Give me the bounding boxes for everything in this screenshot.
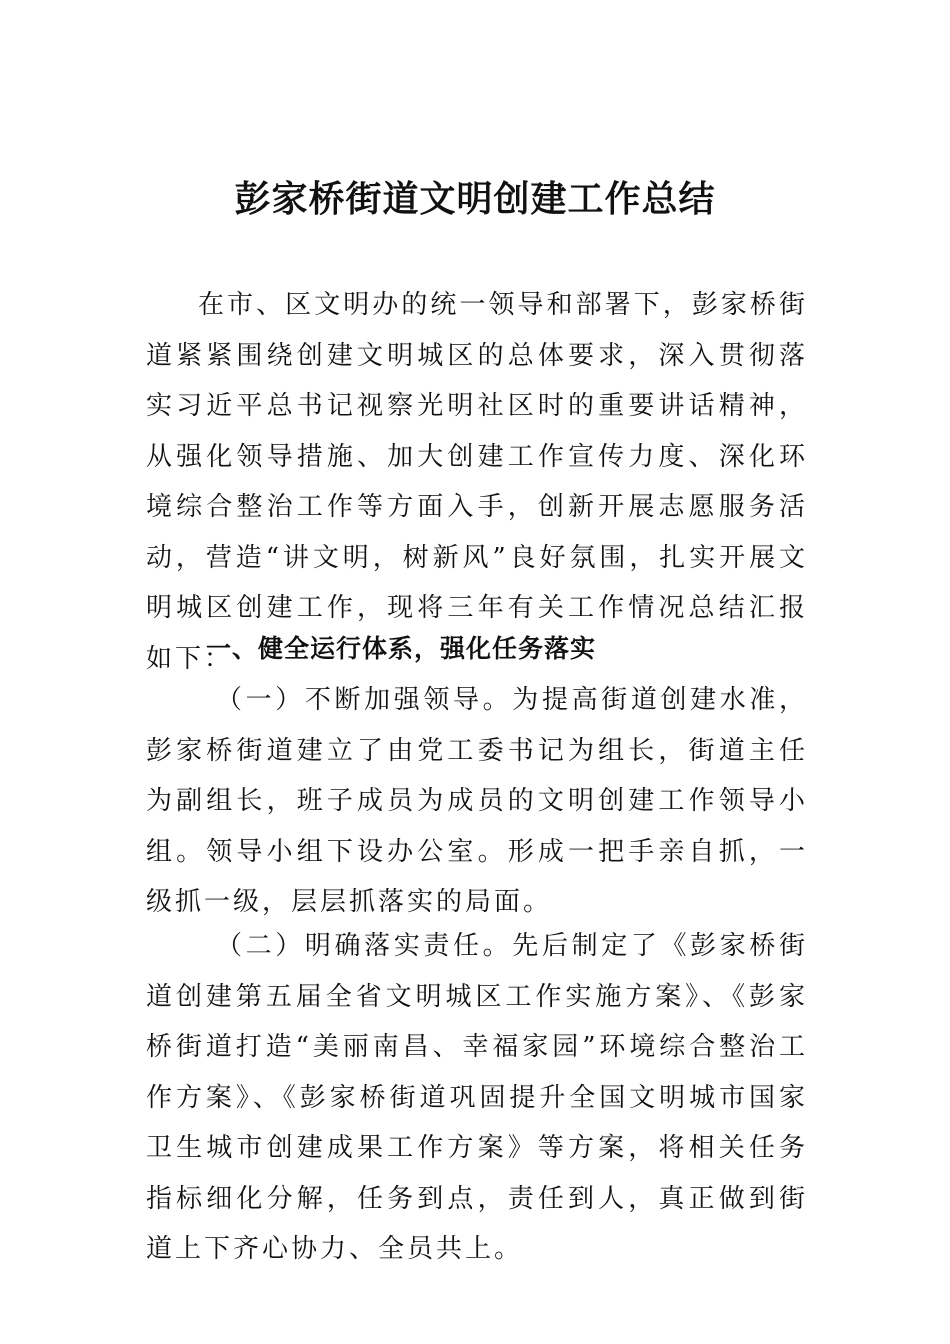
- document-title: 彭家桥街道文明创建工作总结: [234, 178, 716, 220]
- intro-paragraph: 在市、区文明办的统一领导和部署下，彭家桥街道紧紧围绕创建文明城区的总体要求，深入贯彻落实习近平总书记视察光明社区时的重要讲话精神，从强化领导措施、加大创建工作宣传力度、深化环境综合整治工作等方面入手，创新开展志愿服务活动，营造“讲文明，树新风”良好氛围，扎实开展文明城区创建工作，现将三年有关工作情况总结汇报如下：: [146, 290, 808, 674]
- section-1-paragraph-2: （二）明确落实责任。先后制定了《彭家桥街道创建第五届全省文明城区工作实施方案》、《彭家桥街道打造“美丽南昌、幸福家园”环境综合整治工作方案》、《彭家桥街道巩固提升全国文明城市国家卫生城市创建成果工作方案》等方案，将相关任务指标细化分解，任务到点，责任到人，真正做到街道上下齐心协力、全员共上。: [146, 931, 808, 1264]
- section-1-paragraph-1: （一）不断加强领导。为提高街道创建水准，彭家桥街道建立了由党工委书记为组长，街道主任为副组长，班子成员为成员的文明创建工作领导小组。领导小组下设办公室。形成一把手亲自抓，一级抓一级，层层抓落实的局面。: [146, 685, 808, 917]
- section-heading-1: 一、健全运行体系，强化任务落实: [206, 634, 597, 663]
